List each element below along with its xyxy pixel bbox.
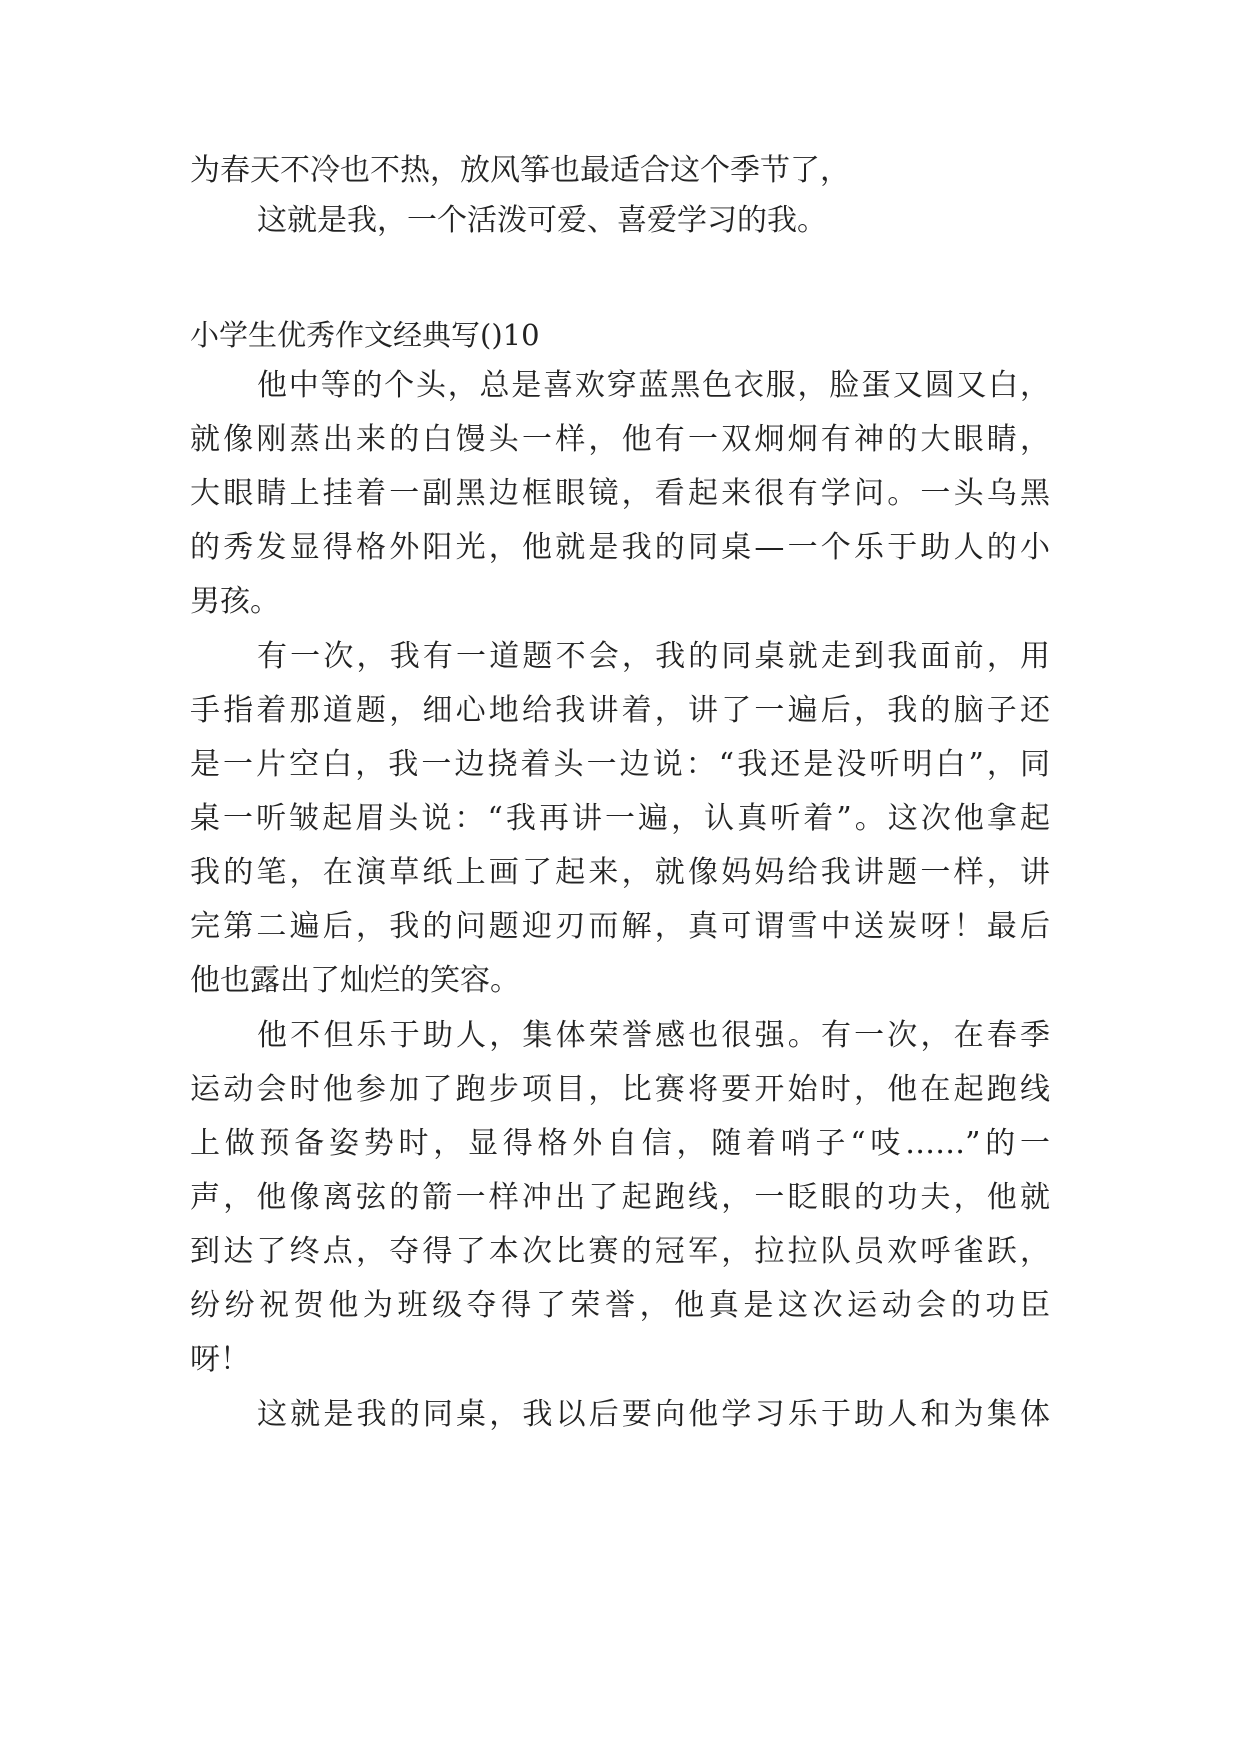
text-line: 我的笔，在演草纸上画了起来，就像妈妈给我讲题一样，讲: [190, 855, 1050, 890]
text-line: 是一片空白，我一边挠着头一边说：“我还是没听明白”，同: [190, 747, 1050, 782]
text-line: 完第二遍后，我的问题迎刃而解，真可谓雪中送炭呀！最后: [190, 909, 1050, 944]
text-line: 纷纷祝贺他为班级夺得了荣誉，他真是这次运动会的功臣: [190, 1288, 1050, 1323]
text-line: 他不但乐于助人，集体荣誉感也很强。有一次，在春季: [257, 1018, 1050, 1053]
text-line: 有一次，我有一道题不会，我的同桌就走到我面前，用: [257, 639, 1050, 674]
text-line: 他中等的个头，总是喜欢穿蓝黑色衣服，脸蛋又圆又白，: [257, 368, 1050, 403]
text-line: 这就是我，一个活泼可爱、喜爱学习的我。: [257, 203, 827, 238]
text-line: 上做预备姿势时，显得格外自信，随着哨子“吱……”的一: [190, 1126, 1050, 1161]
text-line: 到达了终点，夺得了本次比赛的冠军，拉拉队员欢呼雀跃，: [190, 1234, 1050, 1269]
text-line: 男孩。: [190, 584, 280, 619]
text-line: 桌一听皱起眉头说：“我再讲一遍，认真听着”。这次他拿起: [190, 801, 1050, 836]
text-line: 手指着那道题，细心地给我讲着，讲了一遍后，我的脑子还: [190, 693, 1050, 728]
text-line: 呀！: [190, 1342, 250, 1377]
text-line: 这就是我的同桌，我以后要向他学习乐于助人和为集体: [257, 1397, 1050, 1432]
text-line: 运动会时他参加了跑步项目，比赛将要开始时，他在起跑线: [190, 1072, 1050, 1107]
text-line: 声，他像离弦的箭一样冲出了起跑线，一眨眼的功夫，他就: [190, 1180, 1050, 1215]
text-line: 就像刚蒸出来的白馒头一样，他有一双炯炯有神的大眼睛，: [190, 422, 1050, 457]
text-line: 大眼睛上挂着一副黑边框眼镜，看起来很有学问。一头乌黑: [190, 476, 1050, 511]
text-line: 他也露出了灿烂的笑容。: [190, 963, 520, 998]
text-line: 的秀发显得格外阳光，他就是我的同桌—一个乐于助人的小: [190, 530, 1050, 565]
section-heading: 小学生优秀作文经典写()10: [190, 318, 540, 352]
text-line: 为春天不冷也不热，放风筝也最适合这个季节了，: [190, 153, 850, 188]
